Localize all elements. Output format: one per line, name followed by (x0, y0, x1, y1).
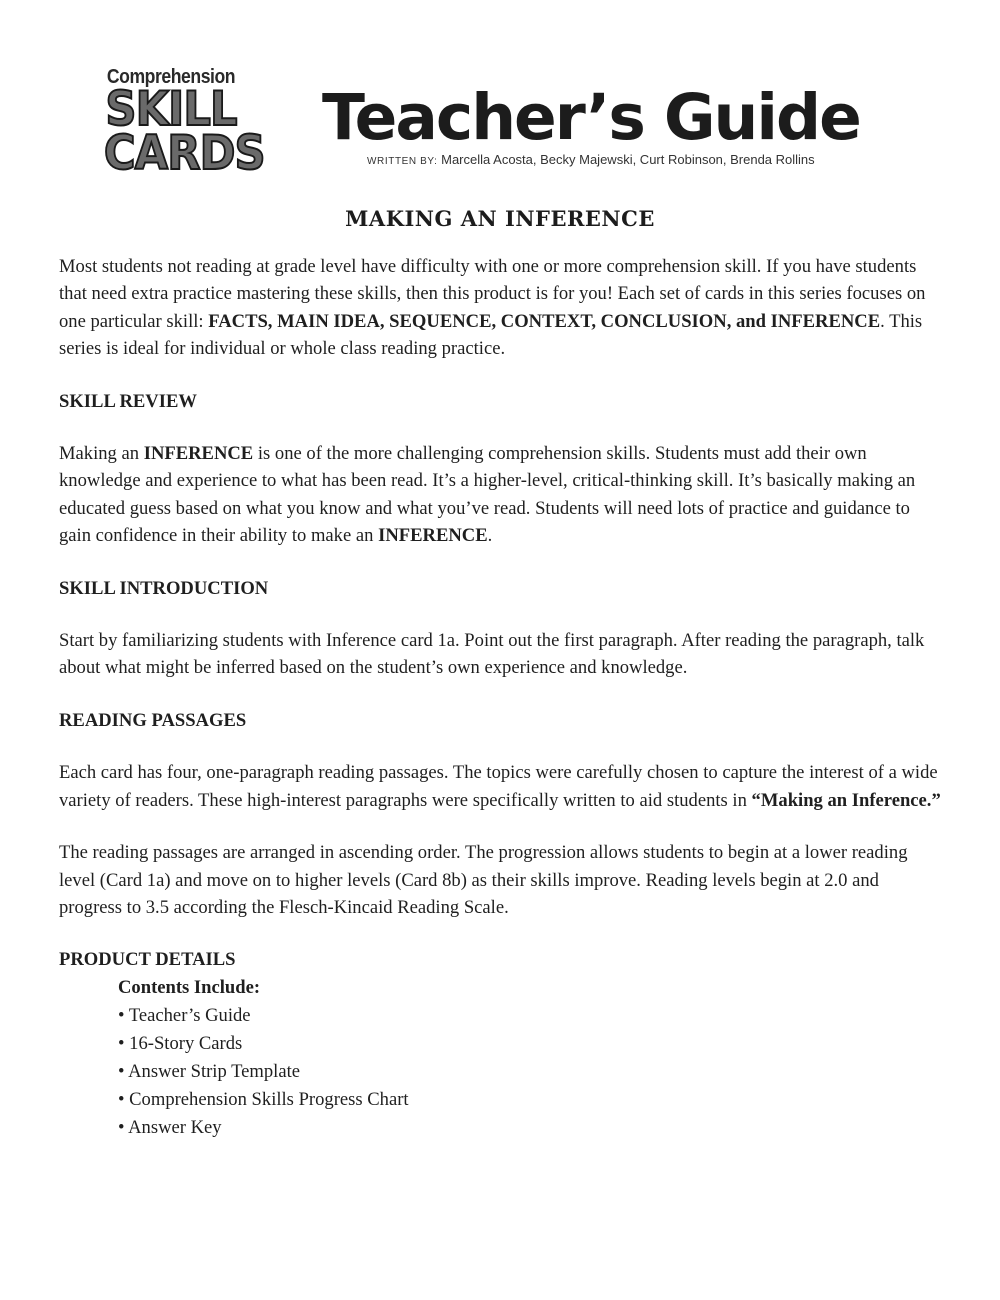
skill-review-bold-2: INFERENCE (378, 525, 488, 547)
list-item: • Teacher’s Guide (118, 1004, 251, 1026)
skill-review-heading: SKILL REVIEW (59, 390, 197, 412)
skill-review-text-2: is one of the more challenging comprehension skills. Students must add their own knowledge and experience to what has been read. It’s a higher-level, critical-thinking skill. It’s basically making an educated guess based on what you know and what you’ve read. Students will need lots of practice and guidance to gain confidence in their ability to make an (59, 443, 916, 547)
skill-review-text-3: . (487, 525, 493, 547)
reading-passages-paragraph-2: The reading passages are arranged in ascending order. The progression allows students to begin at a lower reading level (Card 1a) and move on to higher levels (Card 8b) as their skills improve. Reading levels begin at 2.0 and progress to 3.5 according the Flesch-Kincaid Reading Scale. (59, 842, 908, 918)
skill-review-paragraph (59, 440, 944, 550)
intro-text-1: Most students not reading at grade level have difficulty with one or more comprehension skill. If you have students that need extra practice mastering these skills, then this product is for you! Each set of cards in this series focuses on one particular skill: (59, 256, 926, 332)
reading-passages-text-1: Each card has four, one-paragraph reading passages. The topics were carefully chosen to capture the interest of a wide variety of readers. These high-interest paragraphs were specifically written to aid students in (59, 762, 938, 811)
comprehension-skill-cards-logo (98, 66, 265, 181)
product-details-heading: PRODUCT DETAILS (59, 949, 236, 971)
intro-text-2: . This series is ideal for individual or whole class reading practice. (59, 310, 923, 360)
logo-top-text: Comprehension (106, 66, 236, 88)
byline-authors: Marcella Acosta, Becky Majewski, Curt Robinson, Brenda Rollins (441, 152, 815, 167)
contents-list (118, 974, 944, 1142)
reading-passages-paragraph-1 (59, 759, 944, 814)
list-item: • Comprehension Skills Progress Chart (118, 1088, 409, 1110)
list-item: • Answer Key (118, 1116, 222, 1138)
reading-passages-heading: READING PASSAGES (59, 709, 247, 731)
reading-passages-bold-1: “Making an Inference.” (751, 789, 941, 811)
byline (367, 152, 815, 167)
byline-lead: WRITTEN BY: (367, 156, 438, 167)
document-body (59, 253, 944, 1142)
skill-review-bold-1: INFERENCE (143, 443, 254, 465)
intro-paragraph (59, 253, 944, 363)
skill-intro-paragraph: Start by familiarizing students with Inference card 1a. Point out the first paragraph. After reading the paragraph, talk about what might be inferred based on the student’s own experience and knowledge. (59, 630, 925, 679)
logo-cards-text: CARDS (103, 126, 265, 181)
intro-skills-list: FACTS, MAIN IDEA, SEQUENCE, CONTEXT, CONCLUSION, and INFERENCE (208, 310, 881, 332)
section-heading: MAKING AN INFERENCE (345, 206, 655, 231)
page-title: Teacher’s Guide (322, 81, 860, 154)
skill-intro-heading: SKILL INTRODUCTION (59, 577, 269, 599)
list-item: • 16-Story Cards (118, 1032, 243, 1054)
contents-label: Contents Include: (118, 976, 261, 998)
list-item: • Answer Strip Template (118, 1060, 300, 1082)
logo-skill-text: SKILL (105, 82, 237, 137)
skill-review-text-1: Making an (59, 443, 144, 465)
